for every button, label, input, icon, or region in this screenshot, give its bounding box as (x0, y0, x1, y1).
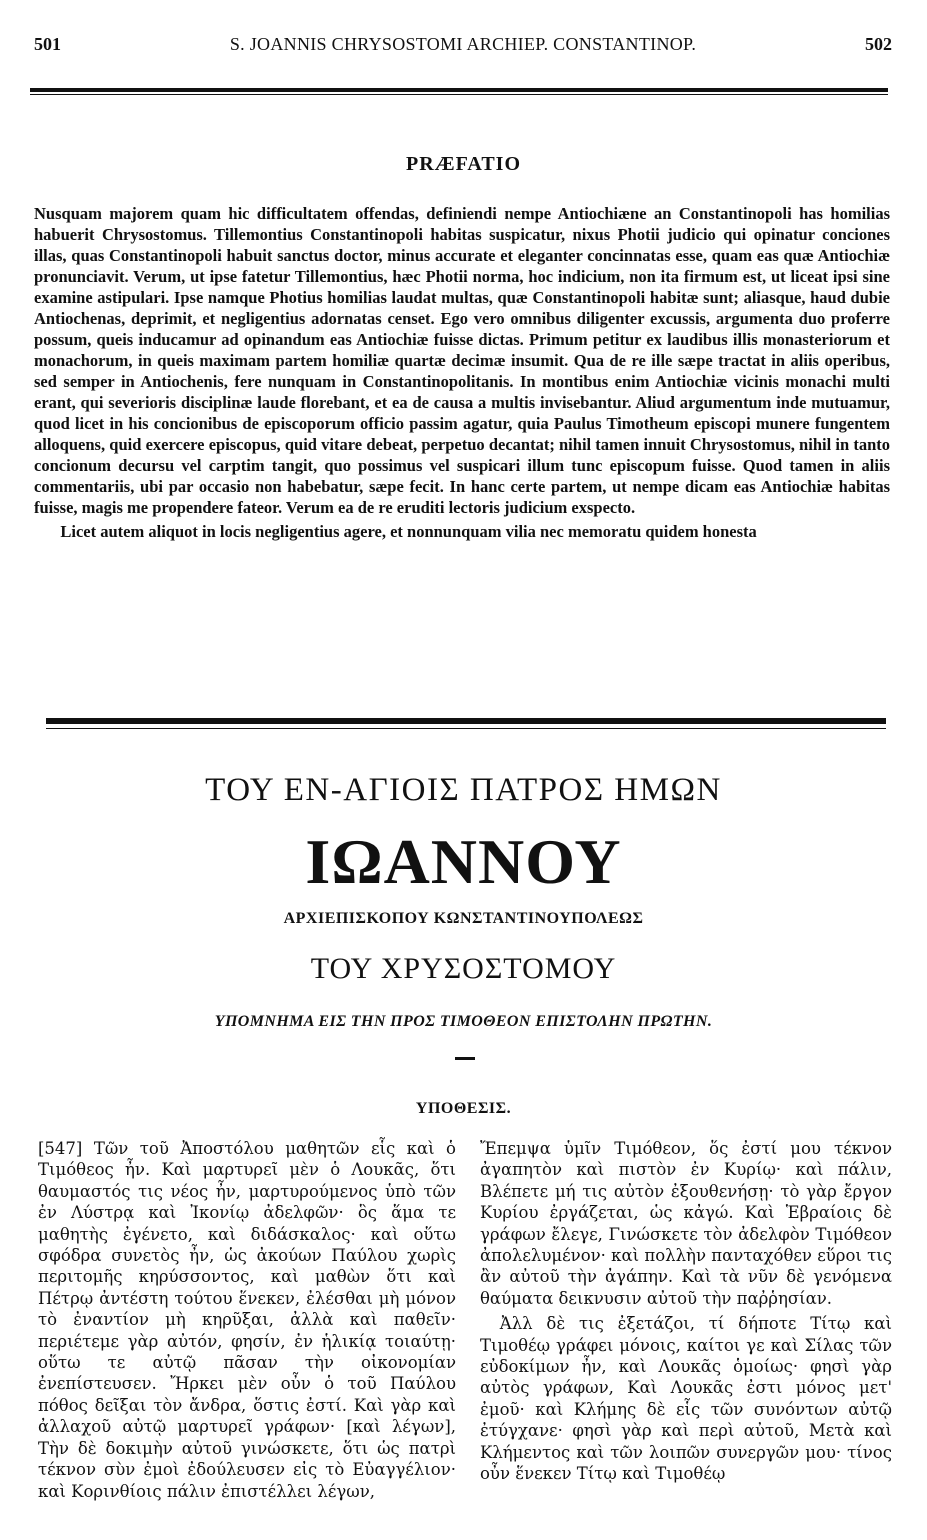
praefatio-paragraph-1: Nusquam majorem quam hic difficultatem offendas, definiendi nempe Antiochiæne an Constantinopoli has homilias habuerit Chrysostomus. Tillemontius Constantinopoli habitas suspicatur, nixus Photii judicio qui opinatur conciones illas, quas Constantinopoli habuit sanctus doctor, minus accurate et eleganter concinnatas esse, quam eas quæ Antiochiæ pronunciavit. Verum, ut ipse fatetur Tillemontius, hæc Photii norma, hoc indicium, non ita firmum est, ut liceat ipsi sine examine astipulari. Ipse namque Photius homilias laudat multas, quæ Constantinopoli habitæ sunt; aliasque, haud dubie Antiochenas, deprimit, et negligentius adornatas censet. Ego vero omnibus diligenter excussis, argumenta duo proferre possum, queis inducamur ad opinandum eas Antiochiæ fuisse dictas. Primum petitur ex laudibus illis monasteriorum et monachorum, in queis maximam partem homiliæ quartæ decimæ insumit. Qua de re ille sæpe tractat in aliis operibus, sed semper in Antiochenis, fere nunquam in Constantinopolitanis. In montibus enim Antiochiæ vicinis monachi multi erant, qui severioris disciplinæ laude florebant, et ea de causa a multis invisebantur. Aliud argumentum inde mutuamur, quod licet in his concionibus de episcoporum officio passim agatur, quia Paulus Timotheum episcopi munere fungentem alloquens, quid exercere episcopus, quid vitare debeat, perpetuo decantat; nihil tamen innuit Chrysostomus, nihil in tanto concionum decursu vel carptim tangit, quo possimus vel suspicari illum tunc episcopum fuisse. Quod tamen in aliis commentariis, ubi par occasio non habebatur, sæpe fecit. In hanc certe partem, ut nempe dicam eas Antiochiæ habitas fuisse, magis me propendere fateor. Verum ea de re eruditi lectoris judicium exspecto. (34, 204, 890, 517)
header-rule-thin (30, 94, 888, 95)
running-header (34, 34, 892, 58)
greek-column-left (38, 1138, 456, 1502)
greek-heading-name: ΙΩΑΝΝΟΥ (305, 826, 622, 897)
greek-heading-subtitle: ΥΠΟΜΝΗΜΑ ΕΙΣ ΤΗΝ ΠΡΟΣ ΤΙΜΟΘΕΟΝ ΕΠΙΣΤΟΛΗΝ ΠΡΩΤΗΝ. (214, 1013, 713, 1030)
praefatio-body (34, 203, 890, 542)
praefatio-paragraph-2: Licet autem aliquot in locis negligentius agere, et nonnunquam vilia nec memoratu quidem honesta (60, 522, 757, 541)
section-rule (46, 718, 886, 724)
greek-heading-line-4: ΤΟΥ ΧΡΥΣΟΣΤΟΜΟΥ (310, 952, 617, 985)
greek-heading-line-3: ΑΡΧΙΕΠΙΣΚΟΠΟΥ ΚΩΝΣΤΑΝΤΙΝΟΥΠΟΛΕΩΣ (283, 910, 644, 927)
page-number-left: 501 (34, 34, 61, 54)
running-title: S. JOANNIS CHRYSOSTOMI ARCHIEP. CONSTANTINOP. (229, 34, 697, 54)
praefatio-title: PRÆFATIO (405, 153, 522, 175)
greek-heading-line-1: ΤΟΥ ΕΝ-ΑΓΙΟΙΣ ΠΑΤΡΟΣ ΗΜΩΝ (205, 772, 722, 808)
section-rule-thin (46, 728, 886, 729)
greek-right-paragraph-1: Ἔπεμψα ὑμῖν Τιμόθεον, ὅς ἐστί μου τέκνον ἀγαπητὸν καὶ πιστὸν ἐν Κυρίῳ· καὶ πάλιν, Βλέπετε μή τις αὐτὸν ἐξουθενήσῃ· τὸ γὰρ ἔργον Κυρίου ἐργάζεται, ὡς κἀγώ. Καὶ Ἑβραίοις δὲ γράφων ἔλεγε, Γινώσκετε τὸν ἀδελφὸν Τιμόθεον ἀπολελυμένον· καὶ πολλὴν πανταχόθεν εὕροι τις ἂν αὐτοῦ τὴν ἀγάπην. Καὶ τὰ νῦν δὲ γενόμενα θαύματα δεικνυσιν αὐτοῦ τὴν παῤῥησίαν. (480, 1139, 892, 1308)
greek-right-paragraph-2: Ἀλλ δὲ τις ἐξετάζοι, τί δήποτε Τίτῳ καὶ Τιμοθέῳ γράφει μόνοις, καίτοι γε καὶ Σίλας τῶν εὐδοκίμων ἦν, καὶ Λουκᾶς ὁμοίως· φησὶ γὰρ αὐτὸς γράφων, Καὶ Λουκᾶς ἐστι μόνος μετ' ἐμοῦ· καὶ Κλήμης δὲ εἷς τῶν συνόντων αὐτῷ ἐτύγχανε· φησὶ γὰρ καὶ περὶ αὐτοῦ, Μετὰ καὶ Κλήμεντος καὶ τῶν λοιπῶν συνεργῶν μου· τίνος οὖν ἕνεκεν Τίτῳ καὶ Τιμοθέῳ (480, 1314, 892, 1484)
greek-column-right (480, 1138, 892, 1485)
heading-dash (455, 1057, 475, 1060)
greek-left-paragraph: [547] Τῶν τοῦ Ἀποστόλου μαθητῶν εἷς καὶ ὁ Τιμόθεος ἦν. Καὶ μαρτυρεῖ μὲν ὁ Λουκᾶς, ὅτι θαυμαστός τις νέος ἦν, μαρτυρούμενος ὑπὸ τῶν ἐν Λύστρᾳ καὶ Ἰκονίῳ ἀδελφῶν· ὃς ἅμα τε μαθητὴς ἐγένετο, καὶ διδάσκαλος· καὶ οὕτω σφόδρα συνετὸς ἦν, ὡς ἀκούων Παύλου χωρὶς περιτομῆς κηρύσσοντος, καὶ μαθὼν ὅτι καὶ Πέτρῳ ἀντέστη τούτου ἕνεκεν, ἐλέσθαι μὴ μόνον τὸ ἐναντίον μὴ κηρῦξαι, ἀλλὰ καὶ παθεῖν· περιέτεμε γὰρ αὐτόν, φησίν, ἐν ἡλικίᾳ τοιαύτῃ· οὕτω τε αὐτῷ πᾶσαν τὴν οἰκονομίαν ἐνεπίστευσεν. Ἤρκει μὲν οὖν ὁ τοῦ Παύλου πόθος δεῖξαι τὸν ἄνδρα, ὅστις ἐστί. Καὶ γὰρ καὶ ἀλλαχοῦ αὐτῷ μαρτυρεῖ γράφων· [καὶ λέγων], Τὴν δὲ δοκιμὴν αὐτοῦ γινώσκετε, ὅτι ὡς πατρὶ τέκνον σὺν ἐμοὶ ἐδούλευσεν εἰς τὸ Εὐαγγέλιον· καὶ Κορινθίοις πάλιν ἐπιστέλλει λέγων, (38, 1139, 456, 1501)
hypothesis-heading: ΥΠΟΘΕΣΙΣ. (415, 1100, 512, 1117)
header-rule (30, 88, 888, 92)
page-number-right: 502 (865, 34, 892, 54)
